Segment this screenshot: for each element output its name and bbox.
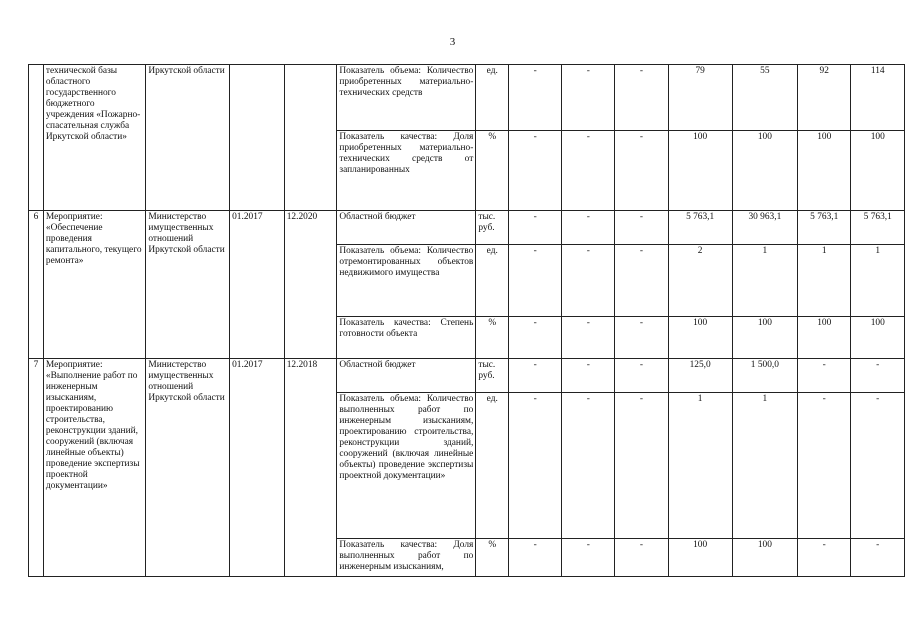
executor: Иркутской области [146,65,230,211]
value-cell: - [797,539,850,577]
table-row [29,211,905,245]
value-cell: 92 [797,65,850,131]
unit: тыс. руб. [476,211,509,245]
indicator-text: Показатель объема: Количество приобретенных материально-технических средств [337,65,476,131]
value-cell: 100 [732,539,797,577]
value-cell: - [851,539,905,577]
value-cell: - [509,359,562,393]
financing-source: Областной бюджет [337,359,476,393]
executor: Министерство имущественных отношений Иркутской области [146,211,230,359]
value-cell: 100 [851,317,905,359]
end-date [284,65,337,211]
value-cell: - [615,211,668,245]
value-cell: - [509,131,562,211]
activity-name: Мероприятие: «Обеспечение проведения капитального, текущего ремонта» [43,211,145,359]
value-cell: - [562,211,615,245]
end-date: 12.2018 [284,359,337,577]
value-cell: - [615,245,668,317]
value-cell: - [509,539,562,577]
indicator-text: Показатель качества: Доля выполненных работ по инженерным изысканиям, [337,539,476,577]
value-cell: - [509,317,562,359]
start-date [230,65,285,211]
value-cell: - [509,65,562,131]
value-cell: 100 [732,317,797,359]
value-cell: - [562,393,615,539]
value-cell: 5 763,1 [668,211,732,245]
value-cell: 125,0 [668,359,732,393]
value-cell: - [615,393,668,539]
value-cell: - [615,539,668,577]
value-cell: 1 [732,245,797,317]
value-cell: 79 [668,65,732,131]
indicator-text: Показатель объема: Количество выполненных работ по инженерным изысканиям, проектированию строительства, реконструкции зданий, сооружений (включая линейные объекты) проведение экспертизы проектной документации» [337,393,476,539]
value-cell: 5 763,1 [797,211,850,245]
value-cell: 1 [851,245,905,317]
executor: Министерство имущественных отношений Иркутской области [146,359,230,577]
value-cell: 1 500,0 [732,359,797,393]
value-cell: 100 [668,539,732,577]
table-row [29,359,905,393]
value-cell: - [562,65,615,131]
unit: тыс. руб. [476,359,509,393]
value-cell: 30 963,1 [732,211,797,245]
table-row [29,65,905,131]
value-cell: - [562,131,615,211]
start-date: 01.2017 [230,211,285,359]
value-cell: 100 [851,131,905,211]
end-date: 12.2020 [284,211,337,359]
unit: ед. [476,245,509,317]
value-cell: 1 [797,245,850,317]
value-cell: - [562,317,615,359]
value-cell: - [562,359,615,393]
value-cell: 100 [732,131,797,211]
value-cell: 5 763,1 [851,211,905,245]
value-cell: 100 [797,131,850,211]
indicator-text: Показатель объема: Количество отремонтированных объектов недвижимого имущества [337,245,476,317]
value-cell: 2 [668,245,732,317]
row-number: 7 [29,359,44,577]
value-cell: 1 [668,393,732,539]
indicator-text: Показатель качества: Доля приобретенных материально-технических средств от запланированных [337,131,476,211]
value-cell: - [509,393,562,539]
indicator-text: Показатель качества: Степень готовности объекта [337,317,476,359]
unit: % [476,131,509,211]
financing-source: Областной бюджет [337,211,476,245]
value-cell: 1 [732,393,797,539]
row-number: 6 [29,211,44,359]
program-table [28,64,905,577]
value-cell: - [797,393,850,539]
activity-name: технической базы областного государственного бюджетного учреждения «Пожарно-спасательная служба Иркутской области» [43,65,145,211]
unit: ед. [476,65,509,131]
value-cell: - [615,65,668,131]
value-cell: - [615,131,668,211]
value-cell: - [851,359,905,393]
start-date: 01.2017 [230,359,285,577]
activity-name: Мероприятие: «Выполнение работ по инженерным изысканиям, проектированию строительства, реконструкции зданий, сооружений (включая линейные объекты) проведение экспертизы проектной документации» [43,359,145,577]
unit: ед. [476,393,509,539]
value-cell: 100 [797,317,850,359]
value-cell: - [851,393,905,539]
unit: % [476,317,509,359]
page-number: 3 [449,36,456,48]
unit: % [476,539,509,577]
value-cell: - [562,245,615,317]
value-cell: - [509,211,562,245]
value-cell: - [797,359,850,393]
value-cell: 114 [851,65,905,131]
value-cell: - [615,317,668,359]
value-cell: 100 [668,131,732,211]
value-cell: 55 [732,65,797,131]
value-cell: - [615,359,668,393]
value-cell: - [562,539,615,577]
value-cell: 100 [668,317,732,359]
value-cell: - [509,245,562,317]
row-number [29,65,44,211]
